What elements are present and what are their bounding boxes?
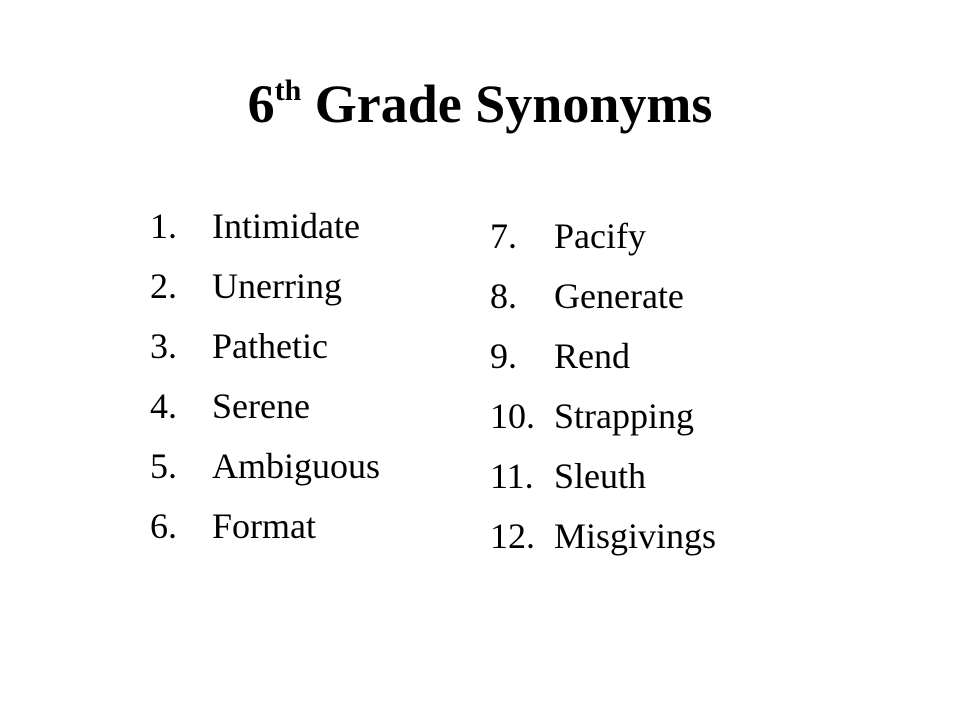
item-number: 3. <box>150 326 177 366</box>
list-item <box>150 380 380 440</box>
item-word: Rend <box>554 336 630 376</box>
list-item <box>490 390 716 450</box>
list-item <box>150 500 380 560</box>
title-text: Grade Synonyms <box>301 74 713 134</box>
item-number: 2. <box>150 266 177 306</box>
item-word: Misgivings <box>554 516 717 556</box>
item-number: 6. <box>150 506 177 546</box>
list-item <box>150 320 380 380</box>
item-number: 8. <box>490 276 517 316</box>
item-number: 1. <box>150 206 177 246</box>
slide-title <box>0 68 960 140</box>
item-word: Generate <box>554 276 684 316</box>
item-word: Serene <box>212 386 310 426</box>
item-word: Sleuth <box>554 456 647 496</box>
item-word: Ambiguous <box>212 446 381 486</box>
title-superscript: th <box>274 74 302 107</box>
item-number: 11. <box>490 456 534 496</box>
item-number: 5. <box>150 446 177 486</box>
item-number: 9. <box>490 336 517 376</box>
list-item <box>150 440 380 500</box>
list-item <box>490 210 716 270</box>
item-word: Unerring <box>212 266 342 306</box>
item-word: Strapping <box>554 396 694 436</box>
list-item <box>490 510 716 570</box>
item-number: 7. <box>490 216 517 256</box>
list-item <box>490 330 716 390</box>
list-item <box>150 260 380 320</box>
item-word: Pathetic <box>212 326 328 366</box>
title-number: 6 <box>247 74 275 134</box>
item-word: Format <box>212 506 316 546</box>
item-word: Pacify <box>554 216 646 256</box>
left-word-list <box>150 200 380 560</box>
item-number: 10. <box>490 396 535 436</box>
item-word: Intimidate <box>212 206 360 246</box>
list-item <box>490 270 716 330</box>
list-item <box>490 450 716 510</box>
item-number: 12. <box>490 516 535 556</box>
list-item <box>150 200 380 260</box>
right-word-list <box>490 210 716 570</box>
item-number: 4. <box>150 386 177 426</box>
